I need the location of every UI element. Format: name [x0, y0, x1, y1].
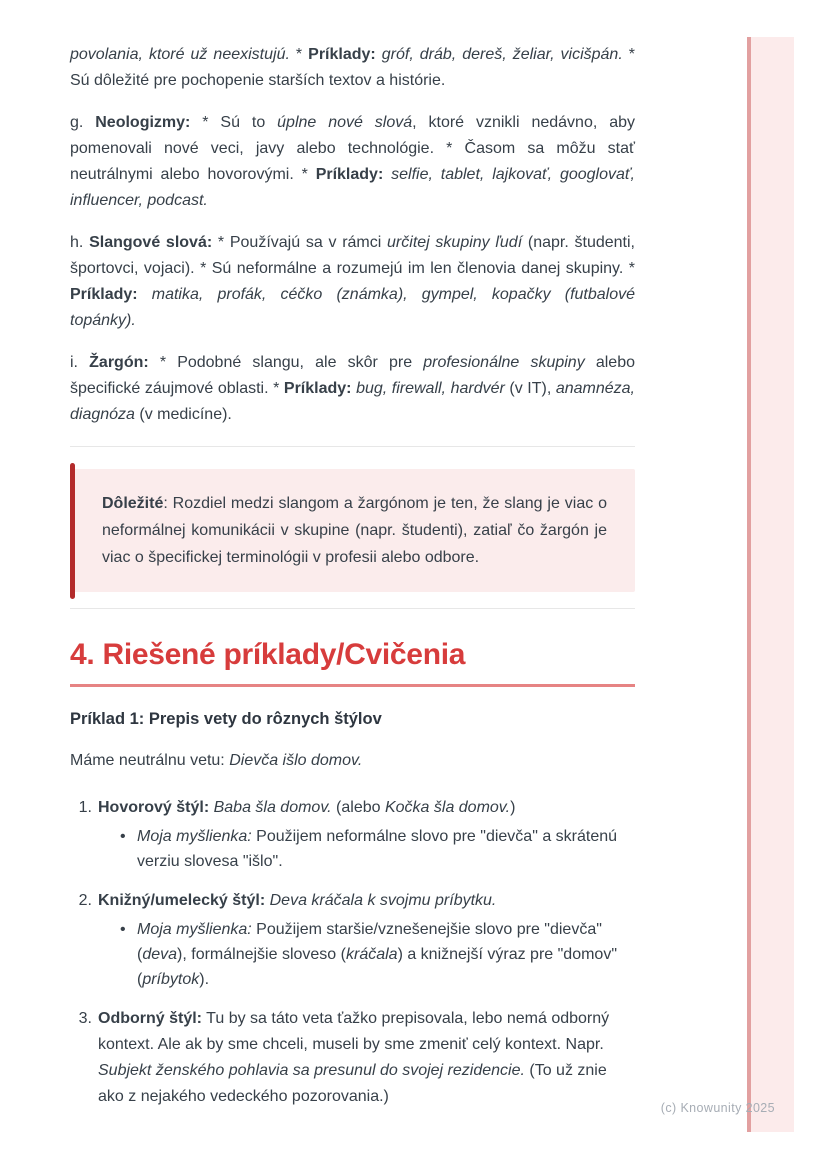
list-item-text: Odborný štýl: Tu by sa táto veta ťažko prepisovala, lebo nemá odborný kontext. Ale ak by sme chceli, museli by sme zmeniť celý kontext. Napr. Subjekt ženského pohlavia sa presunul do svojej rezidencie. (To už znie ako z nejakého vedeckého pozorovania.) [98, 1010, 610, 1105]
sub-bullet [120, 917, 635, 992]
sub-bullet-text: Moja myšlienka: Použijem neformálne slovo pre "dievča" a skrátenú verziu slovesa "išlo". [137, 828, 618, 870]
paragraph-neologisms: g. Neologizmy: * Sú to úplne nové slová, ktoré vznikli nedávno, aby pomenovali nové veci, javy alebo technológie. * Časom sa môžu stať neutrálnymi alebo hovorovými. * Príklady: selfie, tablet, lajkovať, googlovať, influencer, podcast. [70, 114, 635, 209]
bullet-dot-icon: • [120, 828, 126, 845]
examples-list [70, 795, 635, 1110]
sub-bullet [120, 824, 635, 874]
paragraph-historisms-continued: povolania, ktoré už neexistujú. * Príklady: gróf, dráb, dereš, želiar, vicišpán. * Sú dôležité pre pochopenie starších textov a histórie. [70, 46, 636, 89]
list-item-body [98, 795, 635, 874]
document-content [70, 42, 635, 1110]
callout-accent-bar [70, 463, 75, 599]
list-item [70, 795, 635, 874]
list-item-number: 2. [78, 892, 92, 909]
section-divider-bottom [70, 608, 635, 609]
copyright-footer: (c) Knowunity 2025 [660, 1101, 775, 1115]
section-heading-rule [70, 684, 635, 687]
list-item-text: Knižný/umelecký štýl: Deva kráčala k svojmu príbytku. [98, 892, 497, 909]
list-item-number: 3. [78, 1010, 92, 1027]
example-title: Príklad 1: Prepis vety do rôznych štýlov [70, 710, 382, 728]
paragraph-jargon: i. Žargón: * Podobné slangu, ale skôr pre profesionálne skupiny alebo špecifické záujmové oblasti. * Príklady: bug, firewall, hardvér (v IT), anamnéza, diagnóza (v medicíne). [70, 354, 636, 423]
important-callout [70, 469, 635, 592]
list-item-body [98, 888, 635, 992]
callout-text: Dôležité: Rozdiel medzi slangom a žargónom je ten, že slang je viac o neformálnej komunikácii v skupine (napr. študenti), zatiaľ čo žargón je viac o špecifickej terminológii v profesii alebo odbore. [102, 495, 607, 566]
list-item-number: 1. [78, 799, 92, 816]
list-item [70, 888, 635, 992]
bullet-dot-icon: • [120, 921, 126, 938]
list-item-body [98, 1006, 635, 1110]
section-heading: 4. Riešené príklady/Cvičenia [70, 638, 466, 671]
paragraph-slang-words: h. Slangové slová: * Používajú sa v rámci určitej skupiny ľudí (napr. študenti, športovci, vojaci). * Sú neformálne a rozumejú im len členovia danej skupiny. * Príklady: matika, profák, céčko (známka), gympel, kopačky (futbalové topánky). [70, 234, 636, 329]
list-item [70, 1006, 635, 1110]
page-edge-ribbon [747, 37, 794, 1132]
section-divider-top [70, 446, 635, 447]
example-intro: Máme neutrálnu vetu: Dievča išlo domov. [70, 752, 363, 769]
sub-bullet-text: Moja myšlienka: Použijem staršie/vznešenejšie slovo pre "dievča" (deva), formálnejšie sloveso (kráčala) a knižnejší výraz pre "domov" (príbytok). [137, 921, 617, 988]
list-item-text: Hovorový štýl: Baba šla domov. (alebo Kočka šla domov.) [98, 799, 516, 816]
